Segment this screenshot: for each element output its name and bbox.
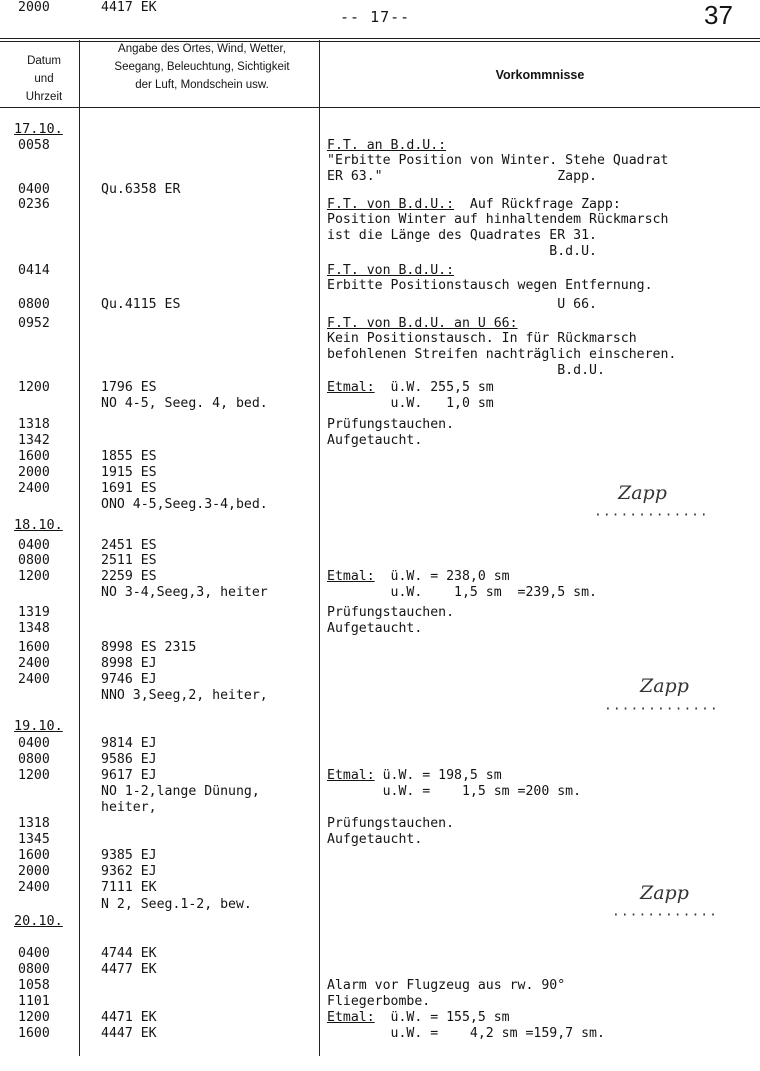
entry-time: 2400 xyxy=(18,481,50,496)
entry-location: 9814 EJ xyxy=(101,736,157,751)
entry-location: Qu.4115 ES xyxy=(101,297,181,312)
entry-location: 4417 EK xyxy=(101,0,157,15)
entry-event: U 66. xyxy=(327,297,597,312)
entry-time: 0414 xyxy=(18,263,50,278)
entry-location: NO 3-4,Seeg,3, heiter xyxy=(101,585,268,600)
entry-time: 1319 xyxy=(18,605,50,620)
entry-location: NO 1-2,lange Dünung, xyxy=(101,784,260,799)
column-divider-2 xyxy=(319,40,320,1056)
entry-time: 2400 xyxy=(18,672,50,687)
entry-time: 1318 xyxy=(18,816,50,831)
entry-event-heading: Etmal: xyxy=(327,768,375,783)
entry-time: 0800 xyxy=(18,752,50,767)
entry-time: 2000 xyxy=(18,0,50,15)
entry-event: u.W. = 1,5 sm =200 sm. xyxy=(327,784,582,799)
entry-time: 0236 xyxy=(18,197,50,212)
entry-location: 8998 EJ xyxy=(101,656,157,671)
entry-event-heading: F.T. von B.d.U.: xyxy=(327,263,455,278)
page-number: -- 17-- xyxy=(340,8,411,26)
entry-location: 1915 ES xyxy=(101,465,157,480)
entry-event: Aufgetaucht. xyxy=(327,433,423,448)
entry-event: ER 63." Zapp. xyxy=(327,169,597,184)
entry-time: 0400 xyxy=(18,538,50,553)
entry-event: Aufgetaucht. xyxy=(327,832,423,847)
entry-event: Etmal: ü.W. = 238,0 sm xyxy=(327,569,510,584)
entry-location: 9362 EJ xyxy=(101,864,157,879)
header-events-column: Vorkommnisse xyxy=(495,68,585,82)
entry-time: 1200 xyxy=(18,1010,50,1025)
entry-event: F.T. von B.d.U.: Auf Rückfrage Zapp: xyxy=(327,197,621,212)
entry-location: 4744 EK xyxy=(101,946,157,961)
entry-event-heading: F.T. von B.d.U.: xyxy=(327,197,455,212)
entry-time: 0058 xyxy=(18,138,50,153)
signature: Zapp xyxy=(640,882,689,904)
entry-location: 1855 ES xyxy=(101,449,157,464)
entry-time: 0800 xyxy=(18,297,50,312)
entry-event: befohlenen Streifen nachträglich einscheren. xyxy=(327,347,677,362)
entry-time: 0800 xyxy=(18,553,50,568)
entry-time: 1600 xyxy=(18,1026,50,1041)
entry-time: 1345 xyxy=(18,832,50,847)
header-date-column: Datum und Uhrzeit xyxy=(25,55,63,103)
entry-event: Fliegerbombe. xyxy=(327,994,431,1009)
entry-time: 0952 xyxy=(18,316,50,331)
entry-event: Kein Positionstausch. In für Rückmarsch xyxy=(327,331,637,346)
entry-location: 8998 ES 2315 xyxy=(101,640,197,655)
entry-event: Erbitte Positionstausch wegen Entfernung. xyxy=(327,278,653,293)
entry-event: Prüfungstauchen. xyxy=(327,816,455,831)
entry-event: "Erbitte Position von Winter. Stehe Quadrat xyxy=(327,153,669,168)
dotted-rule: ············ xyxy=(612,908,718,923)
entry-location: 7111 EK xyxy=(101,880,157,895)
entry-time: 1342 xyxy=(18,433,50,448)
entry-event: Etmal: ü.W. = 155,5 sm xyxy=(327,1010,510,1025)
column-divider-1 xyxy=(79,40,80,1056)
entry-event-heading: Etmal: xyxy=(327,380,375,395)
entry-time: 2000 xyxy=(18,465,50,480)
entry-time: 0400 xyxy=(18,182,50,197)
entry-time: 1600 xyxy=(18,848,50,863)
entry-time: 0400 xyxy=(18,946,50,961)
entry-time: 1200 xyxy=(18,768,50,783)
entry-event: B.d.U. xyxy=(327,244,597,259)
entry-location: ONO 4-5,Seeg.3-4,bed. xyxy=(101,497,268,512)
entry-location: 2511 ES xyxy=(101,553,157,568)
entry-time: 1600 xyxy=(18,640,50,655)
entry-location: 4477 EK xyxy=(101,962,157,977)
entry-location: 9586 EJ xyxy=(101,752,157,767)
entry-event: Etmal: ü.W. = 198,5 sm xyxy=(327,768,502,783)
entry-location: 1796 ES xyxy=(101,380,157,395)
entry-event: Aufgetaucht. xyxy=(327,621,423,636)
day-heading: 20.10. xyxy=(14,913,63,929)
signature: Zapp xyxy=(640,675,689,697)
entry-event: Position Winter auf hinhaltendem Rückmarsch xyxy=(327,212,669,227)
signature: Zapp xyxy=(618,482,667,504)
entry-time: 1348 xyxy=(18,621,50,636)
entry-location: 4447 EK xyxy=(101,1026,157,1041)
entry-time: 0400 xyxy=(18,736,50,751)
entry-event: Prüfungstauchen. xyxy=(327,417,455,432)
entry-event: B.d.U. xyxy=(327,363,605,378)
entry-event: u.W. = 4,2 sm =159,7 sm. xyxy=(327,1026,605,1041)
day-heading: 18.10. xyxy=(14,517,63,533)
entry-time: 2400 xyxy=(18,880,50,895)
entry-event xyxy=(327,316,518,332)
entry-time: 1200 xyxy=(18,569,50,584)
entry-time: 1101 xyxy=(18,994,50,1009)
entry-location: Qu.6358 ER xyxy=(101,182,181,197)
entry-location: 2259 ES xyxy=(101,569,157,584)
entry-location: heiter, xyxy=(101,800,157,815)
entry-event-heading: Etmal: xyxy=(327,1010,375,1025)
entry-location: 1691 ES xyxy=(101,481,157,496)
folio-number: 37 xyxy=(704,0,733,30)
entry-time: 2400 xyxy=(18,656,50,671)
entry-location: N 2, Seeg.1-2, bew. xyxy=(101,897,252,912)
entry-event: ist die Länge des Quadrates ER 31. xyxy=(327,228,597,243)
entry-location: 9746 EJ xyxy=(101,672,157,687)
entry-location: 9385 EJ xyxy=(101,848,157,863)
header-bottom-rule xyxy=(0,107,760,108)
entry-event: Prüfungstauchen. xyxy=(327,605,455,620)
dotted-rule: ············· xyxy=(604,702,719,717)
entry-event-heading: F.T. von B.d.U. an U 66: xyxy=(327,316,518,331)
entry-event: Etmal: ü.W. 255,5 sm xyxy=(327,380,494,395)
entry-event-heading: F.T. an B.d.U.: xyxy=(327,138,447,153)
entry-location: 4471 EK xyxy=(101,1010,157,1025)
entry-event-heading: Etmal: xyxy=(327,569,375,584)
day-heading: 17.10. xyxy=(14,121,63,137)
dotted-rule: ············· xyxy=(594,508,709,523)
entry-time: 0800 xyxy=(18,962,50,977)
entry-time: 1600 xyxy=(18,449,50,464)
entry-location: 2451 ES xyxy=(101,538,157,553)
entry-time: 1318 xyxy=(18,417,50,432)
header-top-rule xyxy=(0,38,760,39)
entry-event xyxy=(327,263,454,279)
entry-time: 1058 xyxy=(18,978,50,993)
entry-event xyxy=(327,138,446,154)
entry-time: 2000 xyxy=(18,864,50,879)
entry-event: u.W. 1,0 sm xyxy=(327,396,494,411)
header-location-column: Angabe des Ortes, Wind, Wetter, Seegang, Beleuchtung, Sichtigkeit der Luft, Mondschein usw. xyxy=(114,43,290,91)
entry-event: u.W. 1,5 sm =239,5 sm. xyxy=(327,585,597,600)
entry-event: Alarm vor Flugzeug aus rw. 90° xyxy=(327,978,566,993)
day-heading: 19.10. xyxy=(14,718,63,734)
entry-location: 9617 EJ xyxy=(101,768,157,783)
entry-location: NNO 3,Seeg,2, heiter, xyxy=(101,688,268,703)
entry-time: 1200 xyxy=(18,380,50,395)
entry-location: NO 4-5, Seeg. 4, bed. xyxy=(101,396,268,411)
